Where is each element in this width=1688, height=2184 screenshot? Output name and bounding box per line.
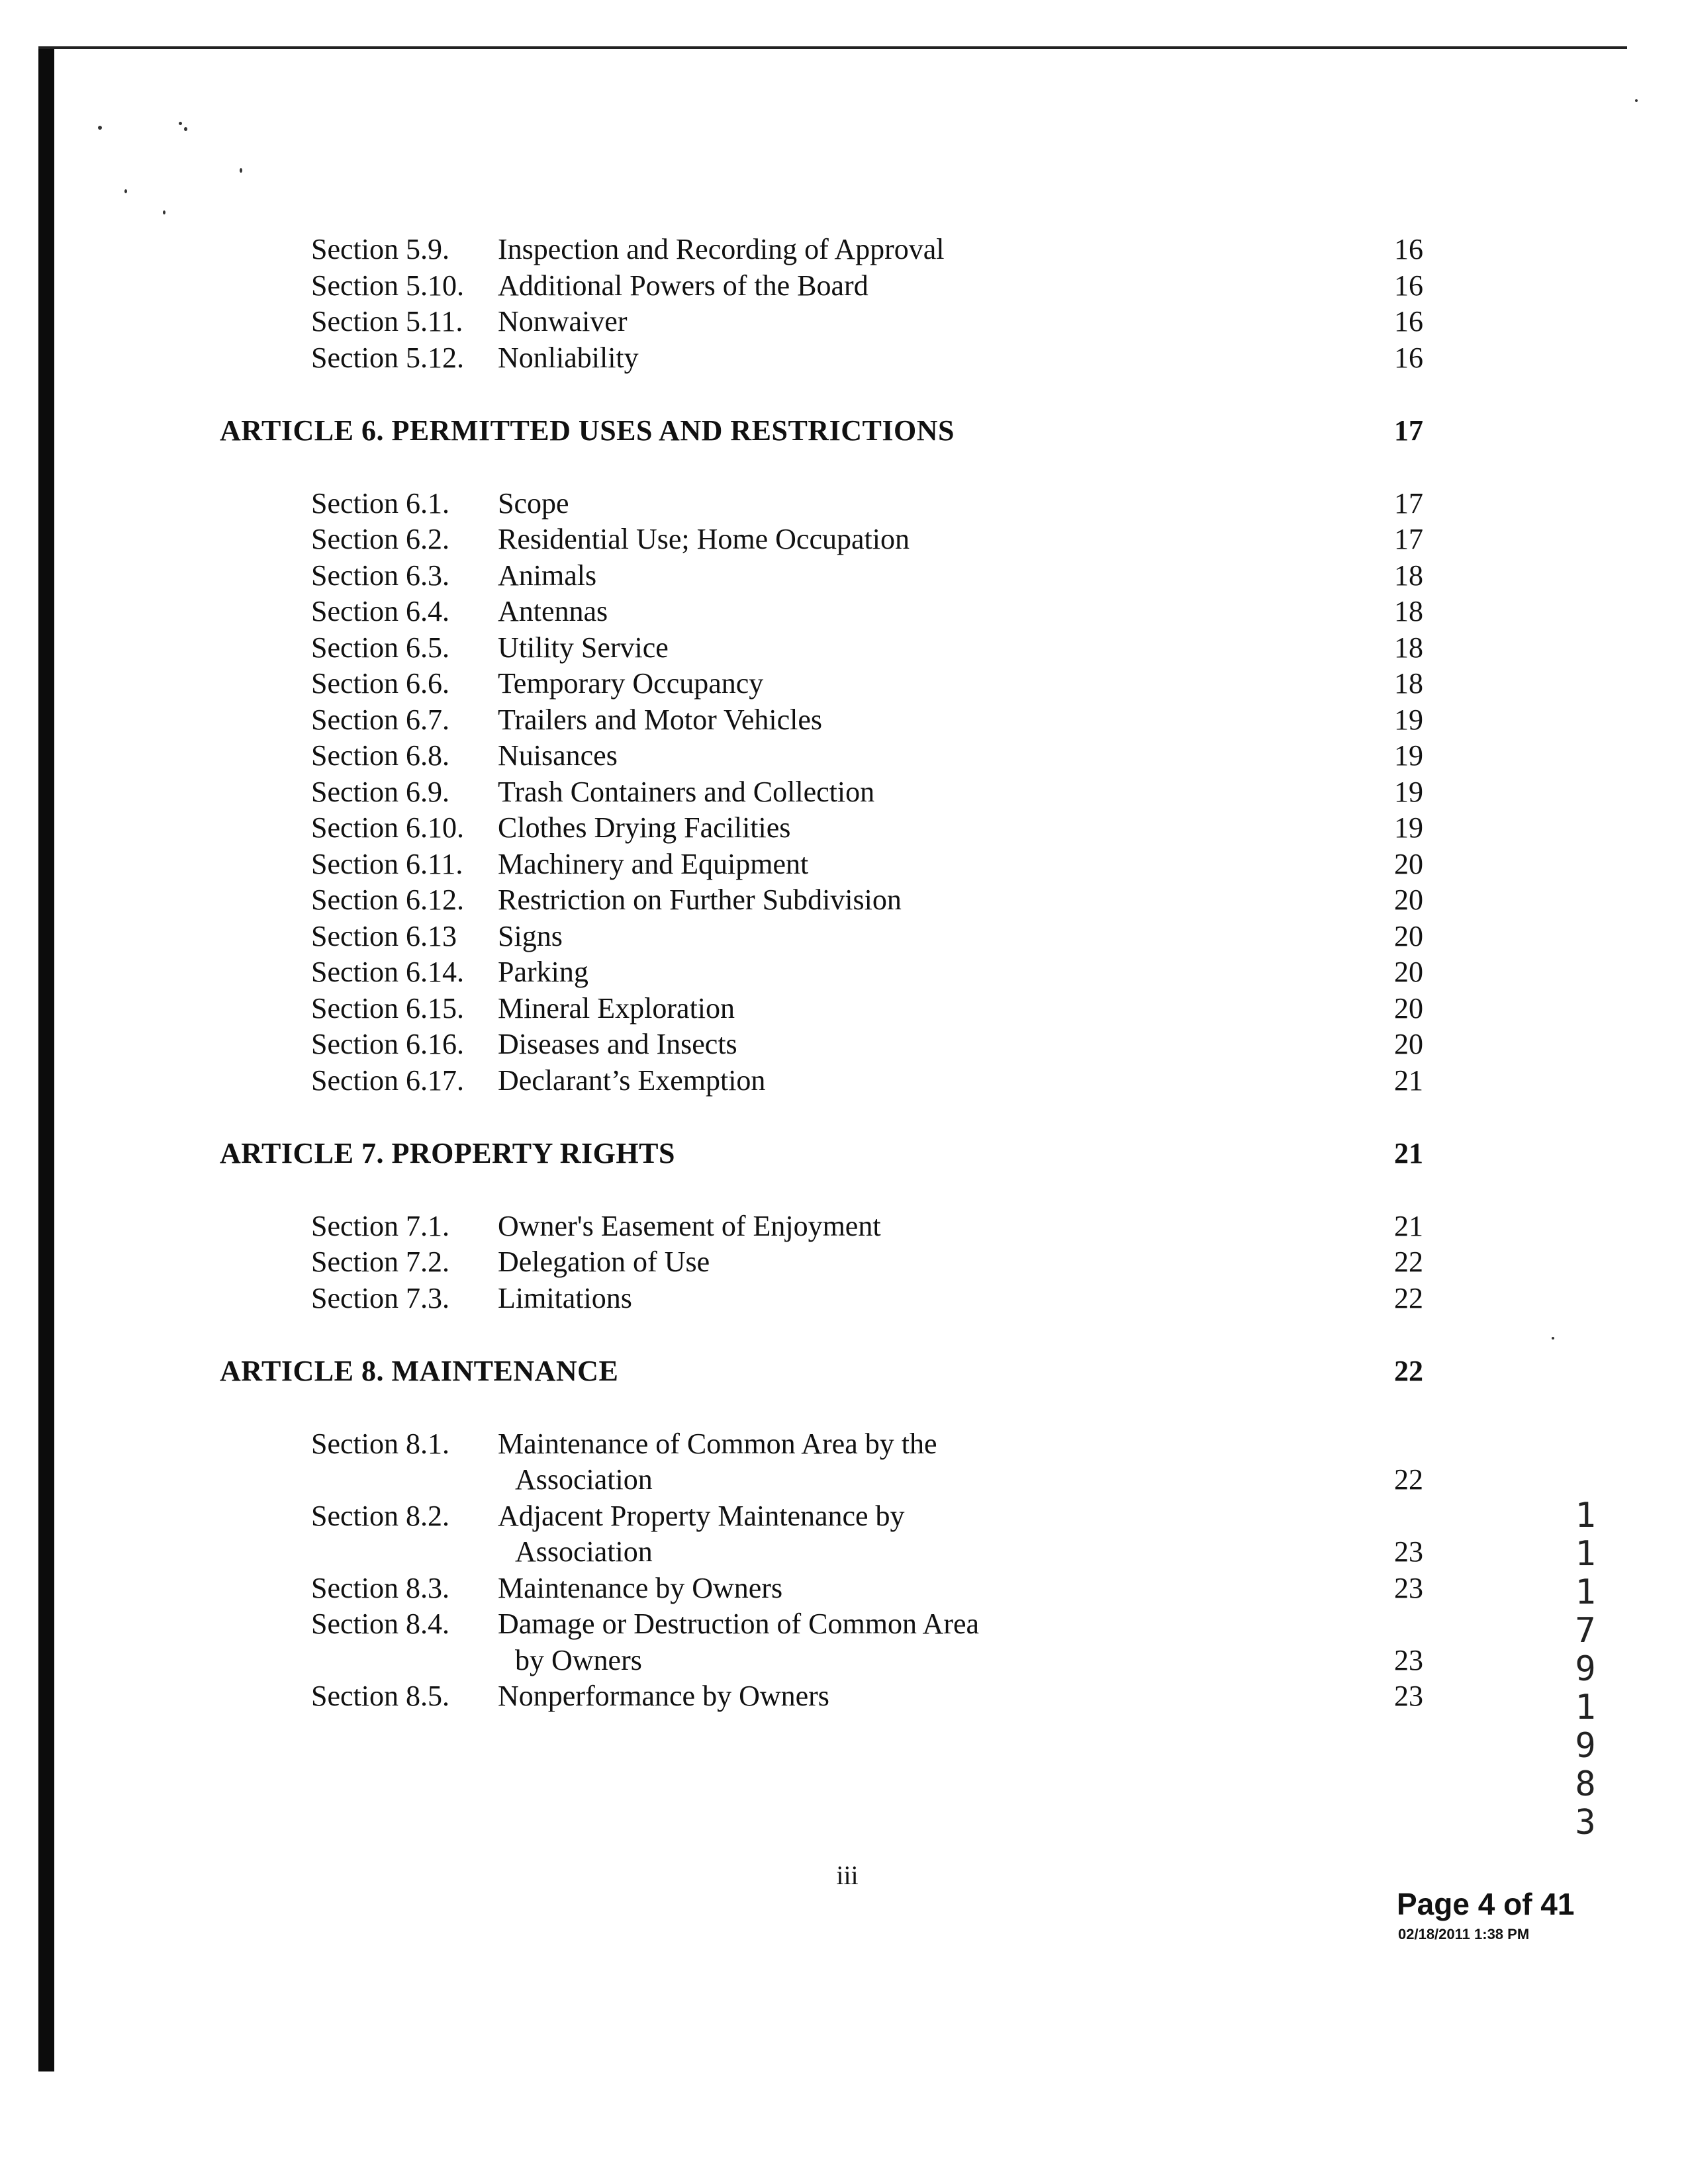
section-number: Section 7.3.: [311, 1281, 449, 1314]
section-page-number: 22: [1394, 1246, 1423, 1278]
section-page-number: 20: [1394, 991, 1423, 1024]
stamp-digit: 1: [1575, 1534, 1596, 1574]
section-title: Maintenance of Common Area by the: [498, 1427, 937, 1460]
section-title: Trash Containers and Collection: [498, 775, 875, 808]
section-number: Section 7.1.: [311, 1209, 449, 1242]
section-number: Section 8.3.: [311, 1571, 449, 1604]
scan-speck: [1552, 1337, 1554, 1340]
section-title: Nuisances: [498, 739, 618, 772]
section-title: Temporary Occupancy: [498, 667, 764, 700]
stamp-digit: 7: [1575, 1611, 1596, 1651]
section-page-number: 19: [1394, 811, 1423, 844]
section-page-number: 16: [1394, 269, 1423, 302]
section-number: Section 6.8.: [311, 739, 449, 772]
section-number: Section 6.10.: [311, 811, 464, 844]
article-page-number: 17: [1394, 414, 1423, 447]
section-number: Section 6.16.: [311, 1028, 464, 1060]
section-title-continued: by Owners: [515, 1643, 642, 1676]
section-number: Section 6.7.: [311, 703, 449, 736]
section-page-number: 23: [1394, 1643, 1423, 1676]
section-number: Section 6.2.: [311, 523, 449, 555]
article-page-number: 21: [1394, 1136, 1423, 1169]
section-number: Section 8.2.: [311, 1499, 449, 1532]
recording-page-stamp: Page 4 of 41: [1397, 1887, 1575, 1921]
stamp-digit: 9: [1575, 1649, 1596, 1689]
section-page-number: 18: [1394, 559, 1423, 592]
section-page-number: 18: [1394, 631, 1423, 664]
section-number: Section 8.4.: [311, 1608, 449, 1640]
section-title: Residential Use; Home Occupation: [498, 523, 910, 555]
section-title: Scope: [498, 486, 569, 520]
article-page-number: 22: [1394, 1354, 1423, 1387]
section-number: Section 8.1.: [311, 1427, 449, 1460]
scan-speck: [184, 127, 187, 131]
section-number: Section 7.2.: [311, 1246, 449, 1278]
scan-border-top: [38, 46, 1627, 49]
section-number: Section 5.11.: [311, 305, 463, 338]
scan-speck: [179, 122, 182, 125]
section-title: Parking: [498, 956, 588, 988]
section-page-number: 20: [1394, 884, 1423, 916]
section-number: Section 8.5.: [311, 1680, 449, 1712]
section-number: Section 6.14.: [311, 956, 464, 988]
section-number: Section 6.12.: [311, 884, 464, 916]
section-title: Adjacent Property Maintenance by: [498, 1499, 905, 1532]
section-page-number: 19: [1394, 775, 1423, 808]
section-page-number: 16: [1394, 305, 1423, 338]
scan-speck: [98, 126, 102, 130]
section-number: Section 5.10.: [311, 269, 464, 302]
section-title: Machinery and Equipment: [498, 847, 809, 880]
section-number: Section 6.9.: [311, 775, 449, 808]
section-page-number: 21: [1394, 1064, 1423, 1097]
section-title: Animals: [498, 559, 597, 592]
section-title: Nonwaiver: [498, 305, 628, 338]
section-title-continued: Association: [515, 1535, 653, 1568]
section-number: Section 6.5.: [311, 631, 449, 664]
section-number: Section 5.12.: [311, 341, 464, 374]
section-title: Inspection and Recording of Approval: [498, 233, 945, 265]
section-number: Section 6.11.: [311, 847, 463, 880]
section-title: Owner's Easement of Enjoyment: [498, 1209, 881, 1242]
stamp-digit: 1: [1575, 1572, 1596, 1612]
section-title: Trailers and Motor Vehicles: [498, 703, 823, 736]
section-title-continued: Association: [515, 1463, 653, 1496]
section-title: Nonperformance by Owners: [498, 1680, 829, 1712]
section-page-number: 19: [1394, 703, 1423, 736]
section-page-number: 18: [1394, 667, 1423, 700]
section-title: Diseases and Insects: [498, 1028, 737, 1060]
section-page-number: 23: [1394, 1535, 1423, 1568]
section-number: Section 6.4.: [311, 595, 449, 627]
section-number: Section 6.3.: [311, 559, 449, 592]
section-page-number: 22: [1394, 1281, 1423, 1314]
stamp-digit: 1: [1575, 1688, 1596, 1727]
stamp-digit: 9: [1575, 1726, 1596, 1766]
section-page-number: 21: [1394, 1209, 1423, 1242]
stamp-digit: 1: [1575, 1496, 1596, 1535]
section-title: Declarant’s Exemption: [498, 1064, 766, 1097]
section-number: Section 5.9.: [311, 233, 449, 265]
section-page-number: 23: [1394, 1571, 1423, 1604]
section-title: Additional Powers of the Board: [498, 269, 868, 302]
stamp-digit: 8: [1575, 1764, 1596, 1804]
section-page-number: 20: [1394, 919, 1423, 952]
section-title: Signs: [498, 919, 563, 952]
section-page-number: 20: [1394, 1028, 1423, 1060]
section-title: Limitations: [498, 1281, 632, 1314]
section-title: Restriction on Further Subdivision: [498, 884, 902, 916]
section-title: Mineral Exploration: [498, 991, 735, 1024]
section-page-number: 17: [1394, 523, 1423, 555]
section-title: Maintenance by Owners: [498, 1571, 783, 1604]
scan-speck: [1635, 99, 1638, 102]
section-page-number: 23: [1394, 1680, 1423, 1712]
scan-speck: [124, 189, 127, 193]
section-page-number: 18: [1394, 595, 1423, 627]
section-number: Section 6.15.: [311, 991, 464, 1024]
page-number-roman: iii: [836, 1860, 859, 1890]
section-page-number: 20: [1394, 956, 1423, 988]
article-heading: ARTICLE 8. MAINTENANCE: [220, 1354, 619, 1387]
stamp-digit: 3: [1575, 1803, 1596, 1843]
section-number: Section 6.1.: [311, 486, 449, 520]
section-title: Utility Service: [498, 631, 669, 664]
article-heading: ARTICLE 6. PERMITTED USES AND RESTRICTIONS: [220, 414, 955, 447]
section-page-number: 20: [1394, 847, 1423, 880]
scan-border-left: [38, 46, 54, 2071]
scan-speck: [163, 210, 165, 214]
section-title: Damage or Destruction of Common Area: [498, 1608, 980, 1640]
section-title: Nonliability: [498, 341, 639, 374]
article-heading: ARTICLE 7. PROPERTY RIGHTS: [220, 1136, 675, 1169]
section-page-number: 22: [1394, 1463, 1423, 1496]
section-page-number: 16: [1394, 233, 1423, 265]
section-page-number: 17: [1394, 486, 1423, 520]
section-title: Delegation of Use: [498, 1246, 710, 1278]
section-page-number: 19: [1394, 739, 1423, 772]
recording-datetime-stamp: 02/18/2011 1:38 PM: [1398, 1926, 1530, 1942]
section-title: Clothes Drying Facilities: [498, 811, 791, 844]
vertical-document-number-stamp: [1562, 1496, 1609, 1843]
section-number: Section 6.17.: [311, 1064, 464, 1097]
section-title: Antennas: [498, 595, 608, 627]
section-number: Section 6.13: [311, 919, 457, 952]
scan-speck: [240, 168, 242, 173]
section-page-number: 16: [1394, 341, 1423, 374]
section-number: Section 6.6.: [311, 667, 449, 700]
